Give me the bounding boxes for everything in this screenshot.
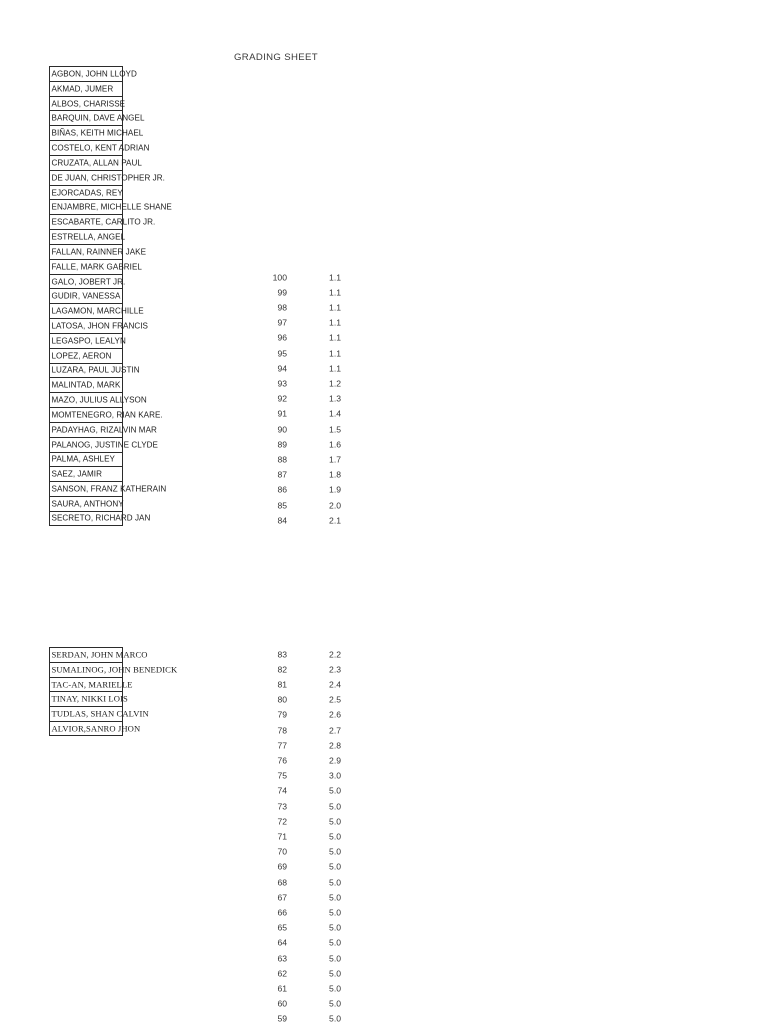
grade-value: 1.7 xyxy=(329,454,341,465)
student-name-column-page1 xyxy=(49,66,172,526)
student-name-cell[interactable] xyxy=(49,66,137,81)
score-grade-row[interactable] xyxy=(180,468,360,483)
student-name-label: DE JUAN, CHRISTOPHER JR. xyxy=(51,173,165,183)
score-value: 79 xyxy=(277,709,287,720)
grade-value: 5.0 xyxy=(329,861,341,872)
score-grade-row[interactable] xyxy=(180,966,360,981)
grade-value: 2.7 xyxy=(329,725,341,736)
grade-value: 5.0 xyxy=(329,983,341,994)
score-grade-row[interactable] xyxy=(180,392,360,407)
score-value: 98 xyxy=(277,302,287,313)
student-name-cell[interactable] xyxy=(49,96,126,111)
score-grade-row[interactable] xyxy=(180,513,360,528)
score-value: 64 xyxy=(277,937,287,948)
student-name-cell[interactable] xyxy=(49,185,123,200)
score-grade-row[interactable] xyxy=(180,662,360,677)
grade-value: 5.0 xyxy=(329,816,341,827)
score-grade-row[interactable] xyxy=(180,300,360,315)
grade-value: 2.6 xyxy=(329,709,341,720)
score-grade-row[interactable] xyxy=(180,936,360,951)
score-grade-row[interactable] xyxy=(180,829,360,844)
score-grade-row[interactable] xyxy=(180,270,360,285)
student-name-label: FALLAN, RAINNER JAKE xyxy=(51,247,147,257)
score-value: 81 xyxy=(277,679,287,690)
student-name-label: GALO, JOBERT JR. xyxy=(51,277,126,286)
grade-value: 1.6 xyxy=(329,439,341,450)
grade-value: 1.1 xyxy=(329,272,341,283)
grade-value: 1.5 xyxy=(329,424,341,435)
grade-value: 2.4 xyxy=(329,679,341,690)
score-value: 66 xyxy=(277,907,287,918)
student-name-cell[interactable] xyxy=(49,452,123,467)
student-name-label: FALLE, MARK GABRIEL xyxy=(51,262,142,272)
student-name-label: SECRETO, RICHARD JAN xyxy=(51,513,151,523)
student-name-cell[interactable] xyxy=(49,274,126,289)
student-name-cell[interactable] xyxy=(49,437,158,452)
score-grade-row[interactable] xyxy=(180,814,360,829)
student-name-cell[interactable] xyxy=(49,481,167,496)
grade-value: 5.0 xyxy=(329,801,341,812)
score-grade-row[interactable] xyxy=(180,723,360,738)
student-name-label: LOPEZ, AERON xyxy=(51,351,112,361)
grade-value: 1.4 xyxy=(329,408,341,419)
grade-value: 1.1 xyxy=(329,332,341,343)
student-name-cell[interactable] xyxy=(49,721,141,736)
student-name-cell[interactable] xyxy=(49,691,128,706)
student-name-cell[interactable] xyxy=(49,110,145,125)
student-name-cell[interactable] xyxy=(49,125,144,140)
student-name-cell[interactable] xyxy=(49,706,149,721)
score-grade-row[interactable] xyxy=(180,997,360,1012)
student-name-cell[interactable] xyxy=(49,170,165,185)
score-grade-row[interactable] xyxy=(180,437,360,452)
grade-value: 2.2 xyxy=(329,649,341,660)
student-name-cell[interactable] xyxy=(49,288,123,303)
student-name-cell[interactable] xyxy=(49,214,156,229)
student-name-label: ESCABARTE, CARLITO JR. xyxy=(51,217,156,227)
student-name-cell[interactable] xyxy=(49,140,150,155)
grade-value: 5.0 xyxy=(329,922,341,933)
score-grade-row[interactable] xyxy=(180,860,360,875)
score-value: 94 xyxy=(277,363,287,374)
student-name-label: EJORCADAS, REY xyxy=(51,188,123,198)
score-value: 88 xyxy=(277,454,287,465)
student-name-label: SUMALINOG, JOHN BENEDICK xyxy=(51,664,178,675)
grade-value: 5.0 xyxy=(329,877,341,888)
student-name-label: ENJAMBRE, MICHELLE SHANE xyxy=(51,202,172,212)
score-grade-row[interactable] xyxy=(180,316,360,331)
grade-value: 2.5 xyxy=(329,694,341,705)
score-value: 91 xyxy=(277,408,287,419)
student-name-cell[interactable] xyxy=(49,303,144,318)
student-name-label: ALBOS, CHARISSE xyxy=(51,99,126,109)
grade-value: 3.0 xyxy=(329,770,341,781)
student-name-label: PALANOG, JUSTINE CLYDE xyxy=(51,440,158,450)
score-grade-row[interactable] xyxy=(180,376,360,391)
student-name-cell[interactable] xyxy=(49,199,172,214)
student-name-cell[interactable] xyxy=(49,333,126,348)
student-name-cell[interactable] xyxy=(49,348,123,363)
student-name-cell[interactable] xyxy=(49,155,142,170)
grade-value: 5.0 xyxy=(329,953,341,964)
grade-value: 5.0 xyxy=(329,831,341,842)
student-name-cell[interactable] xyxy=(49,466,123,481)
student-name-label: TAC-AN, MARIELLE xyxy=(51,679,133,690)
score-value: 73 xyxy=(277,801,287,812)
student-name-cell[interactable] xyxy=(49,318,148,333)
score-grade-row[interactable] xyxy=(180,753,360,768)
score-value: 82 xyxy=(277,664,287,675)
grade-value: 2.9 xyxy=(329,755,341,766)
score-value: 75 xyxy=(277,770,287,781)
score-grade-row[interactable] xyxy=(180,677,360,692)
student-name-cell[interactable] xyxy=(49,377,123,392)
score-grade-row[interactable] xyxy=(180,981,360,996)
score-value: 93 xyxy=(277,378,287,389)
score-value: 89 xyxy=(277,439,287,450)
student-name-label: AGBON, JOHN LLOYD xyxy=(51,69,137,79)
student-name-label: TUDLAS, SHAN CALVIN xyxy=(51,708,149,719)
student-name-label: MAZO, JULIUS ALLYSON xyxy=(51,395,147,405)
score-grade-row[interactable] xyxy=(180,407,360,422)
score-value: 65 xyxy=(277,922,287,933)
score-grade-row[interactable] xyxy=(180,693,360,708)
grade-value: 1.8 xyxy=(329,469,341,480)
score-value: 92 xyxy=(277,393,287,404)
score-value: 87 xyxy=(277,469,287,480)
student-name-cell[interactable] xyxy=(49,677,133,692)
student-name-cell[interactable] xyxy=(49,244,147,259)
score-grade-row[interactable] xyxy=(180,361,360,376)
score-value: 62 xyxy=(277,968,287,979)
student-name-label: SAEZ, JAMIR xyxy=(51,469,102,479)
score-value: 96 xyxy=(277,332,287,343)
student-name-label: CRUZATA, ALLAN PAUL xyxy=(51,158,142,168)
score-value: 60 xyxy=(277,998,287,1009)
score-value: 74 xyxy=(277,785,287,796)
score-grade-row[interactable] xyxy=(180,769,360,784)
student-name-label: LATOSA, JHON FRANCIS xyxy=(51,321,148,331)
score-grade-row[interactable] xyxy=(180,921,360,936)
score-grade-row[interactable] xyxy=(180,845,360,860)
student-name-cell[interactable] xyxy=(49,422,157,437)
grade-value: 1.1 xyxy=(329,302,341,313)
score-grade-row[interactable] xyxy=(180,738,360,753)
student-name-cell[interactable] xyxy=(49,647,148,662)
grade-value: 1.1 xyxy=(329,348,341,359)
grade-value: 5.0 xyxy=(329,1013,341,1024)
student-name-label: BIÑAS, KEITH MICHAEL xyxy=(51,128,144,138)
grade-value: 2.8 xyxy=(329,740,341,751)
student-name-label: LAGAMON, MARCHILLE xyxy=(51,306,144,316)
score-value: 72 xyxy=(277,816,287,827)
score-grade-row[interactable] xyxy=(180,799,360,814)
student-name-label: MALINTAD, MARK xyxy=(51,380,121,390)
score-grade-row[interactable] xyxy=(180,875,360,890)
score-grade-row[interactable] xyxy=(180,784,360,799)
student-name-label: GUDIR, VANESSA xyxy=(51,291,121,301)
student-name-column-page2 xyxy=(49,647,178,736)
score-value: 71 xyxy=(277,831,287,842)
score-grade-row[interactable] xyxy=(180,905,360,920)
grade-value: 1.3 xyxy=(329,393,341,404)
grade-value: 2.1 xyxy=(329,515,341,526)
grade-value: 2.0 xyxy=(329,500,341,511)
student-name-cell[interactable] xyxy=(49,392,147,407)
score-value: 68 xyxy=(277,877,287,888)
student-name-label: COSTELO, KENT ADRIAN xyxy=(51,143,150,153)
student-name-label: ESTRELLA, ANGEL xyxy=(51,232,126,242)
score-grade-row[interactable] xyxy=(180,708,360,723)
grade-value: 5.0 xyxy=(329,846,341,857)
score-value: 84 xyxy=(277,515,287,526)
grade-value: 2.3 xyxy=(329,664,341,675)
student-name-label: MOMTENEGRO, RIAN KARE. xyxy=(51,410,163,420)
score-value: 90 xyxy=(277,424,287,435)
grade-value: 5.0 xyxy=(329,968,341,979)
student-name-cell[interactable] xyxy=(49,259,142,274)
score-grade-row[interactable] xyxy=(180,331,360,346)
grade-value: 5.0 xyxy=(329,907,341,918)
student-name-cell[interactable] xyxy=(49,229,126,244)
student-name-label: TINAY, NIKKI LOIS xyxy=(51,693,128,704)
score-value: 61 xyxy=(277,983,287,994)
score-value: 78 xyxy=(277,725,287,736)
grade-value: 5.0 xyxy=(329,785,341,796)
student-name-cell[interactable] xyxy=(49,407,163,422)
student-name-cell[interactable] xyxy=(49,511,151,526)
grade-value: 1.2 xyxy=(329,378,341,389)
student-name-label: AKMAD, JUMER xyxy=(51,84,114,94)
grade-value: 5.0 xyxy=(329,892,341,903)
grade-value: 1.1 xyxy=(329,317,341,328)
score-value: 86 xyxy=(277,484,287,495)
student-name-label: SANSON, FRANZ KATHERAIN xyxy=(51,484,167,494)
student-name-label: PADAYHAG, RIZALVIN MAR xyxy=(51,425,157,435)
student-name-label: ALVIOR,SANRO JHON xyxy=(51,723,141,734)
score-grade-row[interactable] xyxy=(180,890,360,905)
score-value: 99 xyxy=(277,287,287,298)
student-name-cell[interactable] xyxy=(49,662,178,677)
score-value: 70 xyxy=(277,846,287,857)
grade-value: 1.1 xyxy=(329,363,341,374)
score-value: 77 xyxy=(277,740,287,751)
score-value: 100 xyxy=(272,272,287,283)
score-grade-row[interactable] xyxy=(180,285,360,300)
grade-value: 5.0 xyxy=(329,937,341,948)
score-value: 63 xyxy=(277,953,287,964)
score-grade-row[interactable] xyxy=(180,1012,360,1024)
score-value: 69 xyxy=(277,861,287,872)
student-name-cell[interactable] xyxy=(49,363,140,378)
student-name-label: BARQUIN, DAVE ANGEL xyxy=(51,113,145,123)
student-name-label: LUZARA, PAUL JUSTIN xyxy=(51,365,140,375)
score-value: 59 xyxy=(277,1013,287,1024)
student-name-label: PALMA, ASHLEY xyxy=(51,454,115,464)
student-name-label: SERDAN, JOHN MARCO xyxy=(51,649,148,660)
score-value: 85 xyxy=(277,500,287,511)
score-grade-row[interactable] xyxy=(180,951,360,966)
score-grade-row[interactable] xyxy=(180,498,360,513)
score-grade-row[interactable] xyxy=(180,452,360,467)
student-name-cell[interactable] xyxy=(49,81,123,96)
score-value: 67 xyxy=(277,892,287,903)
student-name-cell[interactable] xyxy=(49,496,123,511)
score-value: 76 xyxy=(277,755,287,766)
score-value: 80 xyxy=(277,694,287,705)
score-grade-row[interactable] xyxy=(180,346,360,361)
score-value: 83 xyxy=(277,649,287,660)
score-grade-row[interactable] xyxy=(180,483,360,498)
grade-value: 1.1 xyxy=(329,287,341,298)
score-value: 97 xyxy=(277,317,287,328)
grade-value: 5.0 xyxy=(329,998,341,1009)
student-name-label: SAURA, ANTHONY xyxy=(51,499,124,509)
grade-value: 1.9 xyxy=(329,484,341,495)
score-value: 95 xyxy=(277,348,287,359)
score-grade-row[interactable] xyxy=(180,647,360,662)
student-name-label: LEGASPO, LEALYN xyxy=(51,336,126,346)
score-grade-row[interactable] xyxy=(180,422,360,437)
page-title: GRADING SHEET xyxy=(234,52,318,63)
